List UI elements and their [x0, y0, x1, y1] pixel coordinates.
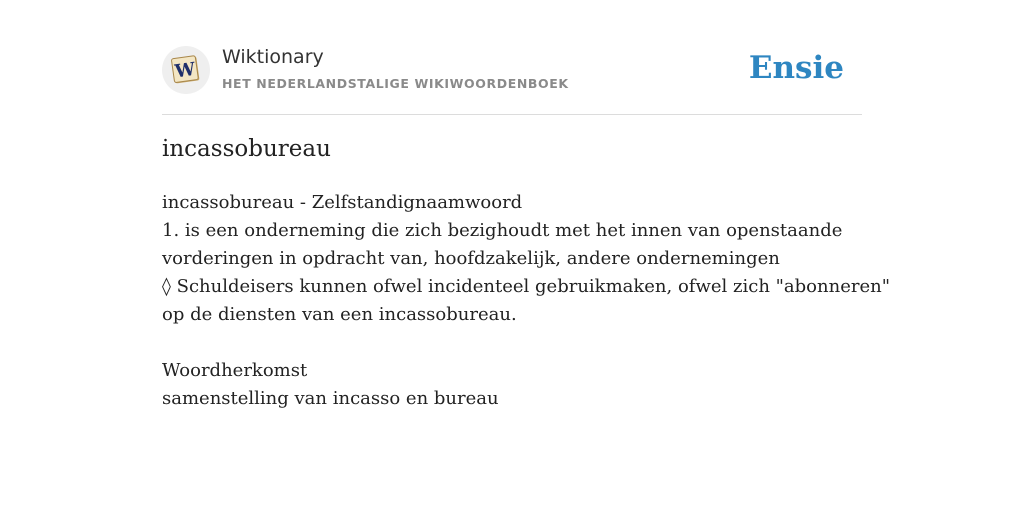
spacer [162, 329, 862, 357]
source-name[interactable]: Wiktionary [222, 46, 324, 68]
header [162, 44, 862, 115]
entry-content [162, 189, 890, 413]
entry-title: incassobureau [162, 136, 331, 162]
etymology-heading: Woordherkomst [162, 360, 308, 381]
etymology-text: samenstelling van incasso en bureau [162, 388, 499, 409]
wiktionary-tile-icon [169, 53, 203, 87]
source-subtitle: HET NEDERLANDSTALIGE WIKIWOORDENBOEK [222, 76, 569, 91]
entry-definition-header: incassobureau - Zelfstandignaamwoord [162, 192, 523, 213]
wiktionary-logo-icon[interactable] [162, 46, 210, 94]
entry-example-line: ◊ Schuldeisers kunnen ofwel incidenteel gebruikmaken, ofwel zich "abonneren" [162, 276, 890, 297]
entry-definition-line: vorderingen in opdracht van, hoofdzakelijk, andere ondernemingen [162, 248, 780, 269]
ensie-brand-link[interactable]: Ensie [748, 50, 844, 86]
svg-text:W: W [173, 58, 197, 83]
entry-example-line: op de diensten van een incassobureau. [162, 304, 517, 325]
entry-definition-line: 1. is een onderneming die zich bezighoudt met het innen van openstaande [162, 220, 843, 241]
